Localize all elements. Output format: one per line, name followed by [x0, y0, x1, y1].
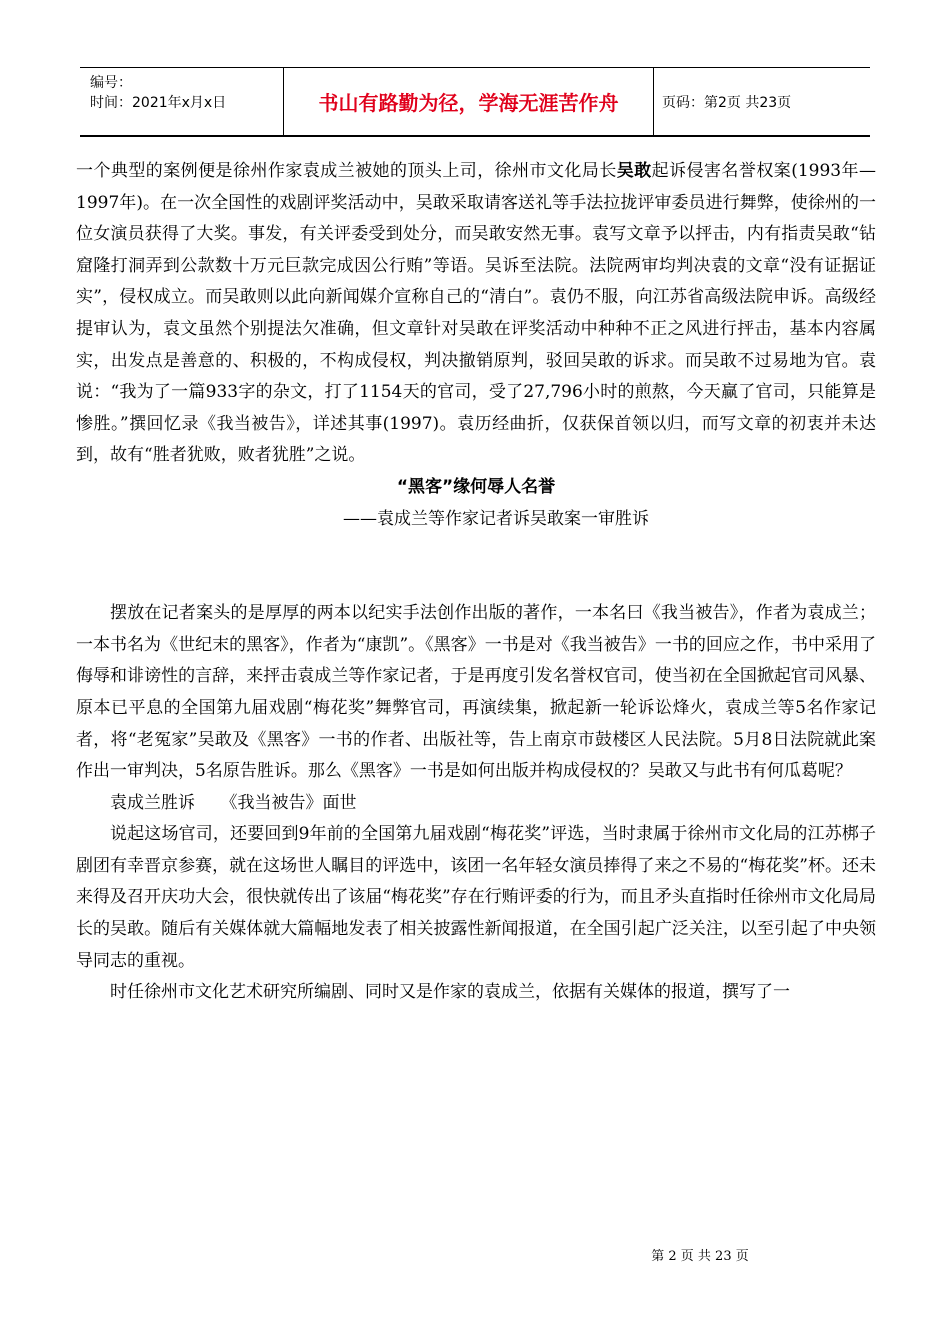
- document-body: [76, 156, 876, 1009]
- paragraph-books: 摆放在记者案头的是厚厚的两本以纪实手法创作出版的著作，一本名曰《我当被告》，作者为袁成兰；一本书名为《世纪末的黑客》，作者为“康凯”。《黑客》一书是对《我当被告》一书的回应之作，书中采用了侮辱和诽谤性的言辞，来抨击袁成兰等作家记者，于是再度引发名誉权官司，使当初在全国掀起官司风暴、原本已平息的全国第九届戏剧“梅花奖”舞弊官司，再演续集，掀起新一轮诉讼烽火，袁成兰等5名作家记者，将“老冤家”吴敢及《黑客》一书的作者、出版社等，告上南京市鼓楼区人民法院。5月8日法院就此案作出一审判决，5名原告胜诉。那么《黑客》一书是如何出版并构成侵权的？吴敢又与此书有何瓜葛呢？: [76, 603, 876, 782]
- page-header: [80, 67, 870, 137]
- spacer: [76, 535, 876, 598]
- page-info-text: 页码：第2页 共23页: [662, 94, 792, 111]
- document-time-label: 时间：2021年x月x日: [90, 95, 227, 111]
- header-meta: [80, 68, 283, 135]
- paragraph-case-intro: [76, 156, 876, 472]
- document-number-label: 编号：: [90, 75, 132, 91]
- paragraph-continuation: 时任徐州市文化艺术研究所编剧、同时又是作家的袁成兰，依据有关媒体的报道，撰写了一: [110, 982, 790, 1003]
- highlighted-name: 吴敢: [616, 161, 652, 181]
- article-subtitle: ——袁成兰等作家记者诉吴敢案一审胜诉: [343, 508, 649, 529]
- header-page-info: [654, 68, 870, 135]
- paragraph-background: 说起这场官司，还要回到9年前的全国第九届戏剧“梅花奖”评选，当时隶属于徐州市文化局的江苏梆子剧团有幸晋京参赛，就在这场世人瞩目的评选中，该团一名年轻女演员捧得了来之不易的“梅花奖”杯。还未来得及召开庆功大会，很快就传出了该届“梅花奖”存在行贿评委的行为，而且矛头直指时任徐州市文化局局长的吴敢。随后有关媒体就大篇幅地发表了相关披露性新闻报道，在全国引起广泛关注，以至引起了中央领导同志的重视。: [76, 824, 876, 971]
- page-footer: 第 2 页 共 23 页: [651, 1249, 749, 1264]
- article-title: “黑客”缘何辱人名誉: [396, 476, 556, 497]
- motto-text: 书山有路勤为径，学海无涯苦作舟: [318, 91, 619, 115]
- paragraph-text: 起诉侵害名誉权案(1993年—1997年)。在一次全国性的戏剧评奖活动中，吴敢采取请客送礼等手法拉拢评审委员进行舞弊，使徐州的一位女演员获得了大奖。事发，有关评委受到处分，而吴敢安然无事。袁写文章予以抨击，内有指责吴敢“钻窟隆打洞弄到公款数十万元巨款完成因公行贿”等语。吴诉至法院。法院两审均判决袁的文章“没有证据证实”，侵权成立。而吴敢则以此向新闻媒介宣称自己的“清白”。袁仍不服，向江苏省高级法院申诉。高级经提审认为，袁文虽然个别提法欠准确，但文章针对吴敢在评奖活动中种种不正之风进行抨击，基本内容属实，出发点是善意的、积极的，不构成侵权，判决撤销原判，驳回吴敢的诉求。而吴敢不过易地为官。袁说：“我为了一篇933字的杂文，打了1154天的官司，受了27,796小时的煎熬，今天赢了官司，只能算是惨胜。”撰回忆录《我当被告》，详述其事(1997)。袁历经曲折，仅获保首领以归，而写文章的初衷并未达到，故有“胜者犹败，败者犹胜”之说。: [76, 161, 876, 466]
- paragraph-text: 一个典型的案例便是徐州作家袁成兰被她的顶头上司，徐州市文化局长: [76, 161, 617, 181]
- header-motto: [283, 68, 654, 135]
- section-heading: 袁成兰胜诉 《我当被告》面世: [110, 792, 357, 813]
